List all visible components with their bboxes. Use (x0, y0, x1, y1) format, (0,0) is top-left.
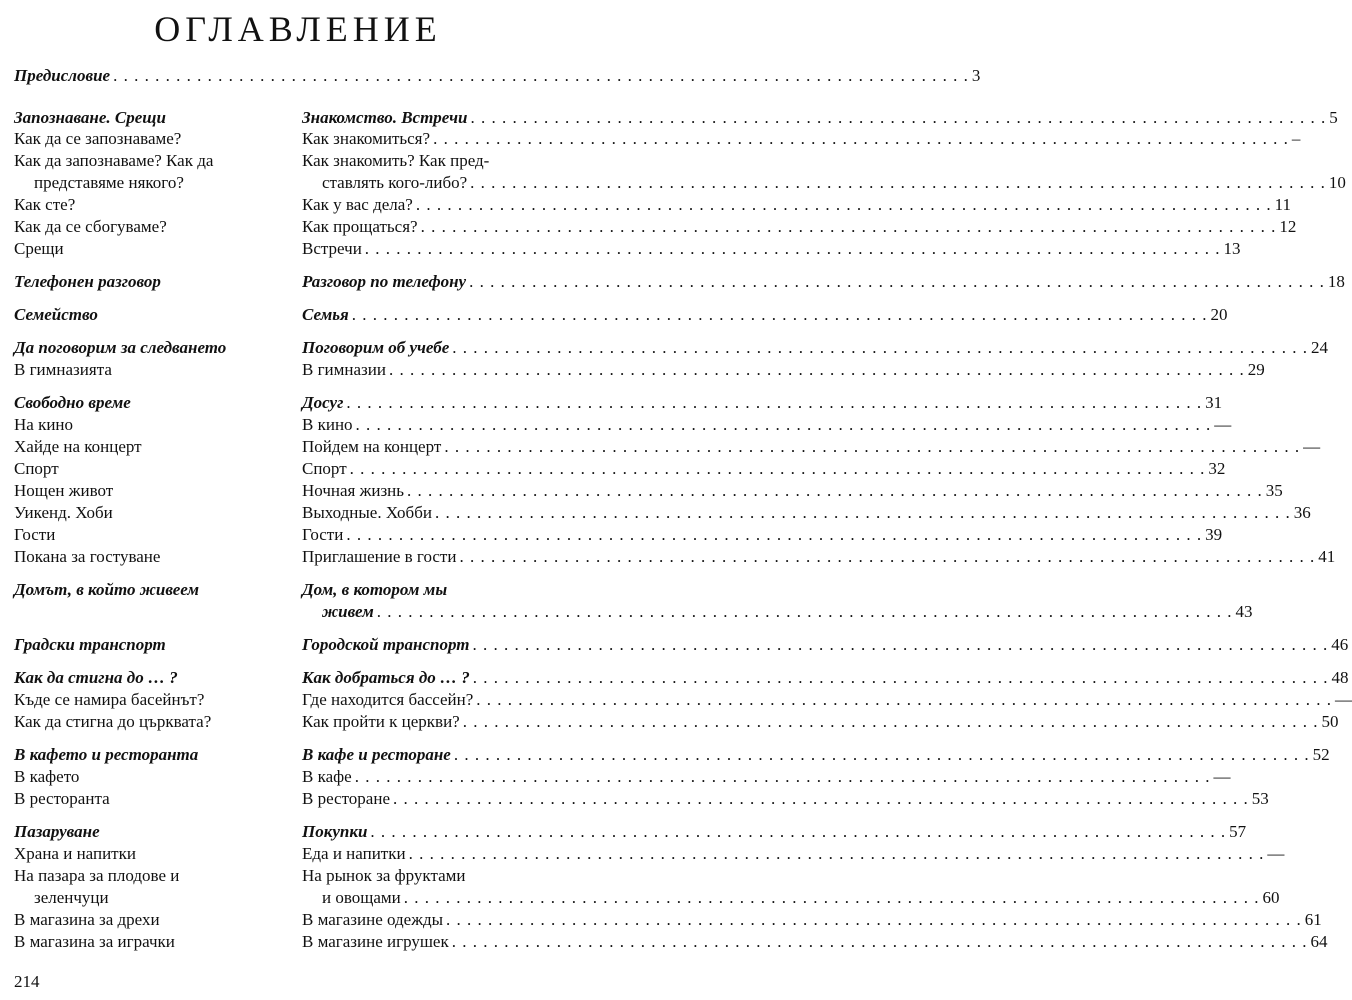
toc-entry-label: В кафето (14, 767, 80, 786)
toc-entry-label: Встречи (302, 239, 362, 258)
left-entry[interactable] (14, 216, 284, 238)
right-entry[interactable] (302, 711, 1339, 733)
toc-entry-page: 43 (1235, 602, 1253, 621)
left-entry[interactable] (14, 337, 284, 359)
toc-entry-label: На пазара за плодове и (14, 866, 180, 885)
toc-entry-label: Дом, в котором мы (302, 580, 448, 599)
toc-entry-label: В магазине одежды (302, 910, 444, 929)
toc-entry-label: В магазина за играчки (14, 932, 175, 951)
toc-entry-page: 32 (1208, 459, 1226, 478)
toc-entry-label: В гимназии (302, 360, 386, 379)
left-entry[interactable] (14, 502, 284, 524)
toc-entry-label: Покана за гостуване (14, 547, 161, 566)
right-entry[interactable] (302, 821, 1247, 843)
toc-entry-label: Как пройти к церкви? (302, 712, 460, 731)
toc-entry-label: Храна и напитки (14, 844, 136, 863)
left-entry[interactable] (14, 128, 284, 150)
toc-entry-page: — (1267, 844, 1285, 863)
dot-leader (469, 271, 1325, 293)
toc-entry-label: В магазине игрушек (302, 932, 449, 951)
dot-leader (421, 216, 1277, 238)
toc-entry-label: Уикенд. Хоби (14, 503, 113, 522)
toc-entry-label: Как да се сбогуваме? (14, 217, 167, 236)
toc-entry-label: и овощами (322, 888, 401, 907)
dot-leader (459, 546, 1315, 568)
left-entry[interactable] (14, 150, 284, 172)
right-entry[interactable] (302, 194, 1291, 216)
toc-entry-page: 11 (1274, 195, 1291, 214)
left-entry[interactable] (14, 480, 284, 502)
left-entry[interactable] (14, 414, 284, 436)
dot-leader (346, 392, 1202, 414)
dot-leader (409, 843, 1265, 865)
toc-entry-page: – (1291, 129, 1301, 148)
right-entry[interactable] (302, 744, 1330, 766)
left-entry[interactable] (14, 821, 284, 843)
toc-entry-label: Выходные. Хобби (302, 503, 432, 522)
right-entry[interactable] (302, 107, 1338, 129)
toc-entry-label: В гимназията (14, 360, 112, 379)
toc-entry-page: 36 (1293, 503, 1311, 522)
toc-entry-label: Как добраться до … ? (302, 668, 470, 687)
right-entry[interactable] (302, 843, 1285, 865)
toc-entry-label: Домът, в който живеем (14, 580, 200, 599)
dot-leader (350, 458, 1206, 480)
toc-entry-label: На кино (14, 415, 74, 434)
toc-entry-label: Знакомство. Встречи (302, 108, 468, 127)
right-entry[interactable] (302, 667, 1349, 689)
left-entry[interactable] (14, 524, 284, 546)
left-entry[interactable] (14, 843, 284, 865)
page-title: ОГЛАВЛЕНИЕ (154, 9, 442, 49)
toc-entry-label: Да поговорим за следването (14, 338, 227, 357)
left-entry[interactable] (14, 865, 284, 887)
dot-leader (471, 107, 1327, 129)
page-number: 214 (14, 972, 40, 991)
right-entry[interactable] (302, 150, 557, 172)
toc-entry-page: 57 (1229, 822, 1247, 841)
toc-entry-page: 52 (1312, 745, 1330, 764)
toc-entry-label: Гости (14, 525, 56, 544)
toc-entry-page: 29 (1247, 360, 1265, 379)
toc-entry-page: 60 (1262, 888, 1280, 907)
dot-leader (452, 337, 1308, 359)
left-entry[interactable] (14, 107, 284, 129)
toc-entry-label: зеленчуци (34, 888, 109, 907)
toc-entry-page: 39 (1205, 525, 1223, 544)
right-entry[interactable] (322, 887, 1280, 909)
toc-entry-label: Пазаруване (14, 822, 100, 841)
toc-entry-page: — (1335, 690, 1352, 709)
toc-entry-page: 35 (1265, 481, 1283, 500)
toc-entry-label: В кафе и ресторане (302, 745, 451, 764)
right-entry[interactable] (302, 480, 1283, 502)
left-entry[interactable] (14, 359, 284, 381)
dot-leader (355, 766, 1211, 788)
right-entry[interactable] (302, 304, 1228, 326)
right-entry[interactable] (302, 931, 1328, 953)
toc-entry-label: В кафе (302, 767, 352, 786)
toc-entry-label: ставлять кого-либо? (322, 173, 468, 192)
left-entry[interactable] (14, 909, 284, 931)
dot-leader (377, 601, 1233, 623)
right-entry[interactable] (302, 634, 1349, 656)
right-entry[interactable] (302, 337, 1329, 359)
toc-entry-page: 18 (1327, 272, 1345, 291)
toc-entry-label: В ресторане (302, 789, 390, 808)
toc-entry-page: 13 (1223, 239, 1241, 258)
toc-entry-label: Семья (302, 305, 349, 324)
right-entry[interactable] (302, 436, 1321, 458)
toc-entry-label: представяме някого? (34, 173, 184, 192)
right-entry[interactable] (302, 766, 1231, 788)
dot-leader (370, 821, 1226, 843)
toc-entry-page: 24 (1311, 338, 1329, 357)
toc-entry-label: Ночная жизнь (302, 481, 405, 500)
toc-entry-page: 12 (1279, 217, 1297, 236)
toc-entry-label: В кино (302, 415, 353, 434)
toc-entry-label: Покупки (302, 822, 368, 841)
toc-entry-page: — (1303, 437, 1321, 456)
dot-leader (352, 304, 1208, 326)
right-entry[interactable] (302, 392, 1223, 414)
toc-entry-page: 64 (1310, 932, 1328, 951)
dot-leader (446, 909, 1302, 931)
left-entry[interactable] (14, 458, 284, 480)
dot-leader (470, 172, 1326, 194)
right-entry[interactable] (302, 689, 1352, 711)
toc-entry-page: 46 (1331, 635, 1349, 654)
left-entry[interactable] (14, 931, 284, 953)
toc-entry-label: Срещи (14, 239, 64, 258)
toc-entry-label: Как прощаться? (302, 217, 418, 236)
toc-entry-label: В магазина за дрехи (14, 910, 160, 929)
toc-entry-label: Как да запознаваме? Как да (14, 151, 214, 170)
left-entry[interactable] (14, 788, 284, 810)
dot-leader (393, 788, 1249, 810)
toc-entry-label: Как у вас дела? (302, 195, 413, 214)
toc-entry-label: Досуг (302, 393, 344, 412)
toc-entry-label: Нощен живот (14, 481, 114, 500)
toc-entry-label: Как сте? (14, 195, 76, 214)
dot-leader (365, 238, 1221, 260)
toc-entry-label: живем (322, 602, 374, 621)
left-entry[interactable] (14, 304, 284, 326)
toc-entry-label: Семейство (14, 305, 98, 324)
toc-entry-label: Свободно време (14, 393, 131, 412)
toc-entry-page: 61 (1304, 910, 1322, 929)
left-entry[interactable] (14, 766, 284, 788)
toc-entry-label: Спорт (14, 459, 59, 478)
toc-entry-label: Как знакомиться? (302, 129, 431, 148)
dot-leader (473, 667, 1329, 689)
left-entry[interactable] (14, 579, 284, 601)
dot-leader (113, 65, 969, 87)
toc-entry-label: На рынок за фруктами (302, 866, 466, 885)
toc-entry-label: Как да стигна до църквата? (14, 712, 212, 731)
left-entry[interactable] (14, 744, 284, 766)
right-entry[interactable] (302, 579, 557, 601)
right-entry[interactable] (302, 271, 1345, 293)
right-entry[interactable] (302, 238, 1241, 260)
left-entry[interactable] (14, 271, 284, 293)
toc-entry-label: В кафето и ресторанта (14, 745, 199, 764)
right-entry[interactable] (302, 359, 1265, 381)
dot-leader (416, 194, 1272, 216)
dot-leader (476, 689, 1332, 711)
toc-entry-page: 48 (1331, 668, 1349, 687)
dot-leader (444, 436, 1300, 458)
toc-entry-page: 3 (971, 66, 981, 85)
dot-leader (435, 502, 1291, 524)
right-entry[interactable] (322, 601, 1253, 623)
left-entry[interactable] (14, 634, 284, 656)
toc-entry-label: Пойдем на концерт (302, 437, 442, 456)
dot-leader (356, 414, 1212, 436)
toc-entry-page: 31 (1205, 393, 1223, 412)
dot-leader (346, 524, 1202, 546)
left-entry[interactable] (14, 711, 284, 733)
right-entry[interactable] (302, 909, 1322, 931)
right-entry[interactable] (302, 788, 1269, 810)
left-entry[interactable] (14, 667, 284, 689)
dot-leader (404, 887, 1260, 909)
toc-entry-label: Городской транспорт (302, 635, 470, 654)
toc-entry-label: Градски транспорт (14, 635, 166, 654)
left-entry[interactable] (14, 546, 284, 568)
toc-entry-label: Еда и напитки (302, 844, 406, 863)
left-entry[interactable] (14, 436, 284, 458)
dot-leader (472, 634, 1328, 656)
toc-entry-page: 20 (1210, 305, 1228, 324)
toc-entry-page: 50 (1321, 712, 1339, 731)
right-entry[interactable] (302, 128, 1301, 150)
dot-leader (463, 711, 1319, 733)
toc-entry-page: — (1214, 415, 1232, 434)
toc-entry-page: 10 (1328, 173, 1346, 192)
toc-entry-label: Поговорим об учебе (302, 338, 450, 357)
dot-leader (389, 359, 1245, 381)
toc-entry-label: Как да се запознаваме? (14, 129, 182, 148)
right-entry[interactable] (322, 172, 1346, 194)
right-entry[interactable] (302, 524, 1223, 546)
toc-entry-label: Телефонен разговор (14, 272, 161, 291)
right-entry[interactable] (302, 458, 1226, 480)
right-entry[interactable] (302, 502, 1311, 524)
left-entry[interactable] (34, 887, 284, 909)
right-entry[interactable] (302, 546, 1336, 568)
toc-entry-label: Где находится бассейн? (302, 690, 474, 709)
toc-entry-page: 41 (1318, 547, 1336, 566)
toc-entry-page: 5 (1329, 108, 1338, 127)
left-entry[interactable] (14, 689, 284, 711)
toc-entry-label: Приглашение в гости (302, 547, 457, 566)
left-entry[interactable] (14, 392, 284, 414)
toc-entry-label: Запознаване. Срещи (14, 108, 166, 127)
left-entry[interactable] (14, 194, 284, 216)
toc-entry-label: Как знакомить? Как пред- (302, 151, 490, 170)
right-entry[interactable] (302, 216, 1297, 238)
dot-leader (433, 128, 1289, 150)
toc-entry-label: Гости (302, 525, 344, 544)
toc-entry-label: Къде се намира басейнът? (14, 690, 205, 709)
toc-entry-label: Как да стигна до … ? (14, 668, 178, 687)
left-entry[interactable] (14, 238, 284, 260)
toc-entry-label: Хайде на концерт (14, 437, 142, 456)
dot-leader (407, 480, 1263, 502)
right-entry[interactable] (302, 865, 557, 887)
toc-entry-label: Спорт (302, 459, 347, 478)
dot-leader (452, 931, 1308, 953)
toc-entry-page: — (1213, 767, 1231, 786)
right-entry[interactable] (302, 414, 1232, 436)
left-entry[interactable] (34, 172, 284, 194)
dot-leader (454, 744, 1310, 766)
toc-entry-label: В ресторанта (14, 789, 110, 808)
toc-entry-preface[interactable] (14, 65, 981, 87)
toc-entry-label: Разговор по телефону (302, 272, 467, 291)
toc-entry-page: 53 (1251, 789, 1269, 808)
toc-entry-label: Предисловие (14, 66, 111, 85)
